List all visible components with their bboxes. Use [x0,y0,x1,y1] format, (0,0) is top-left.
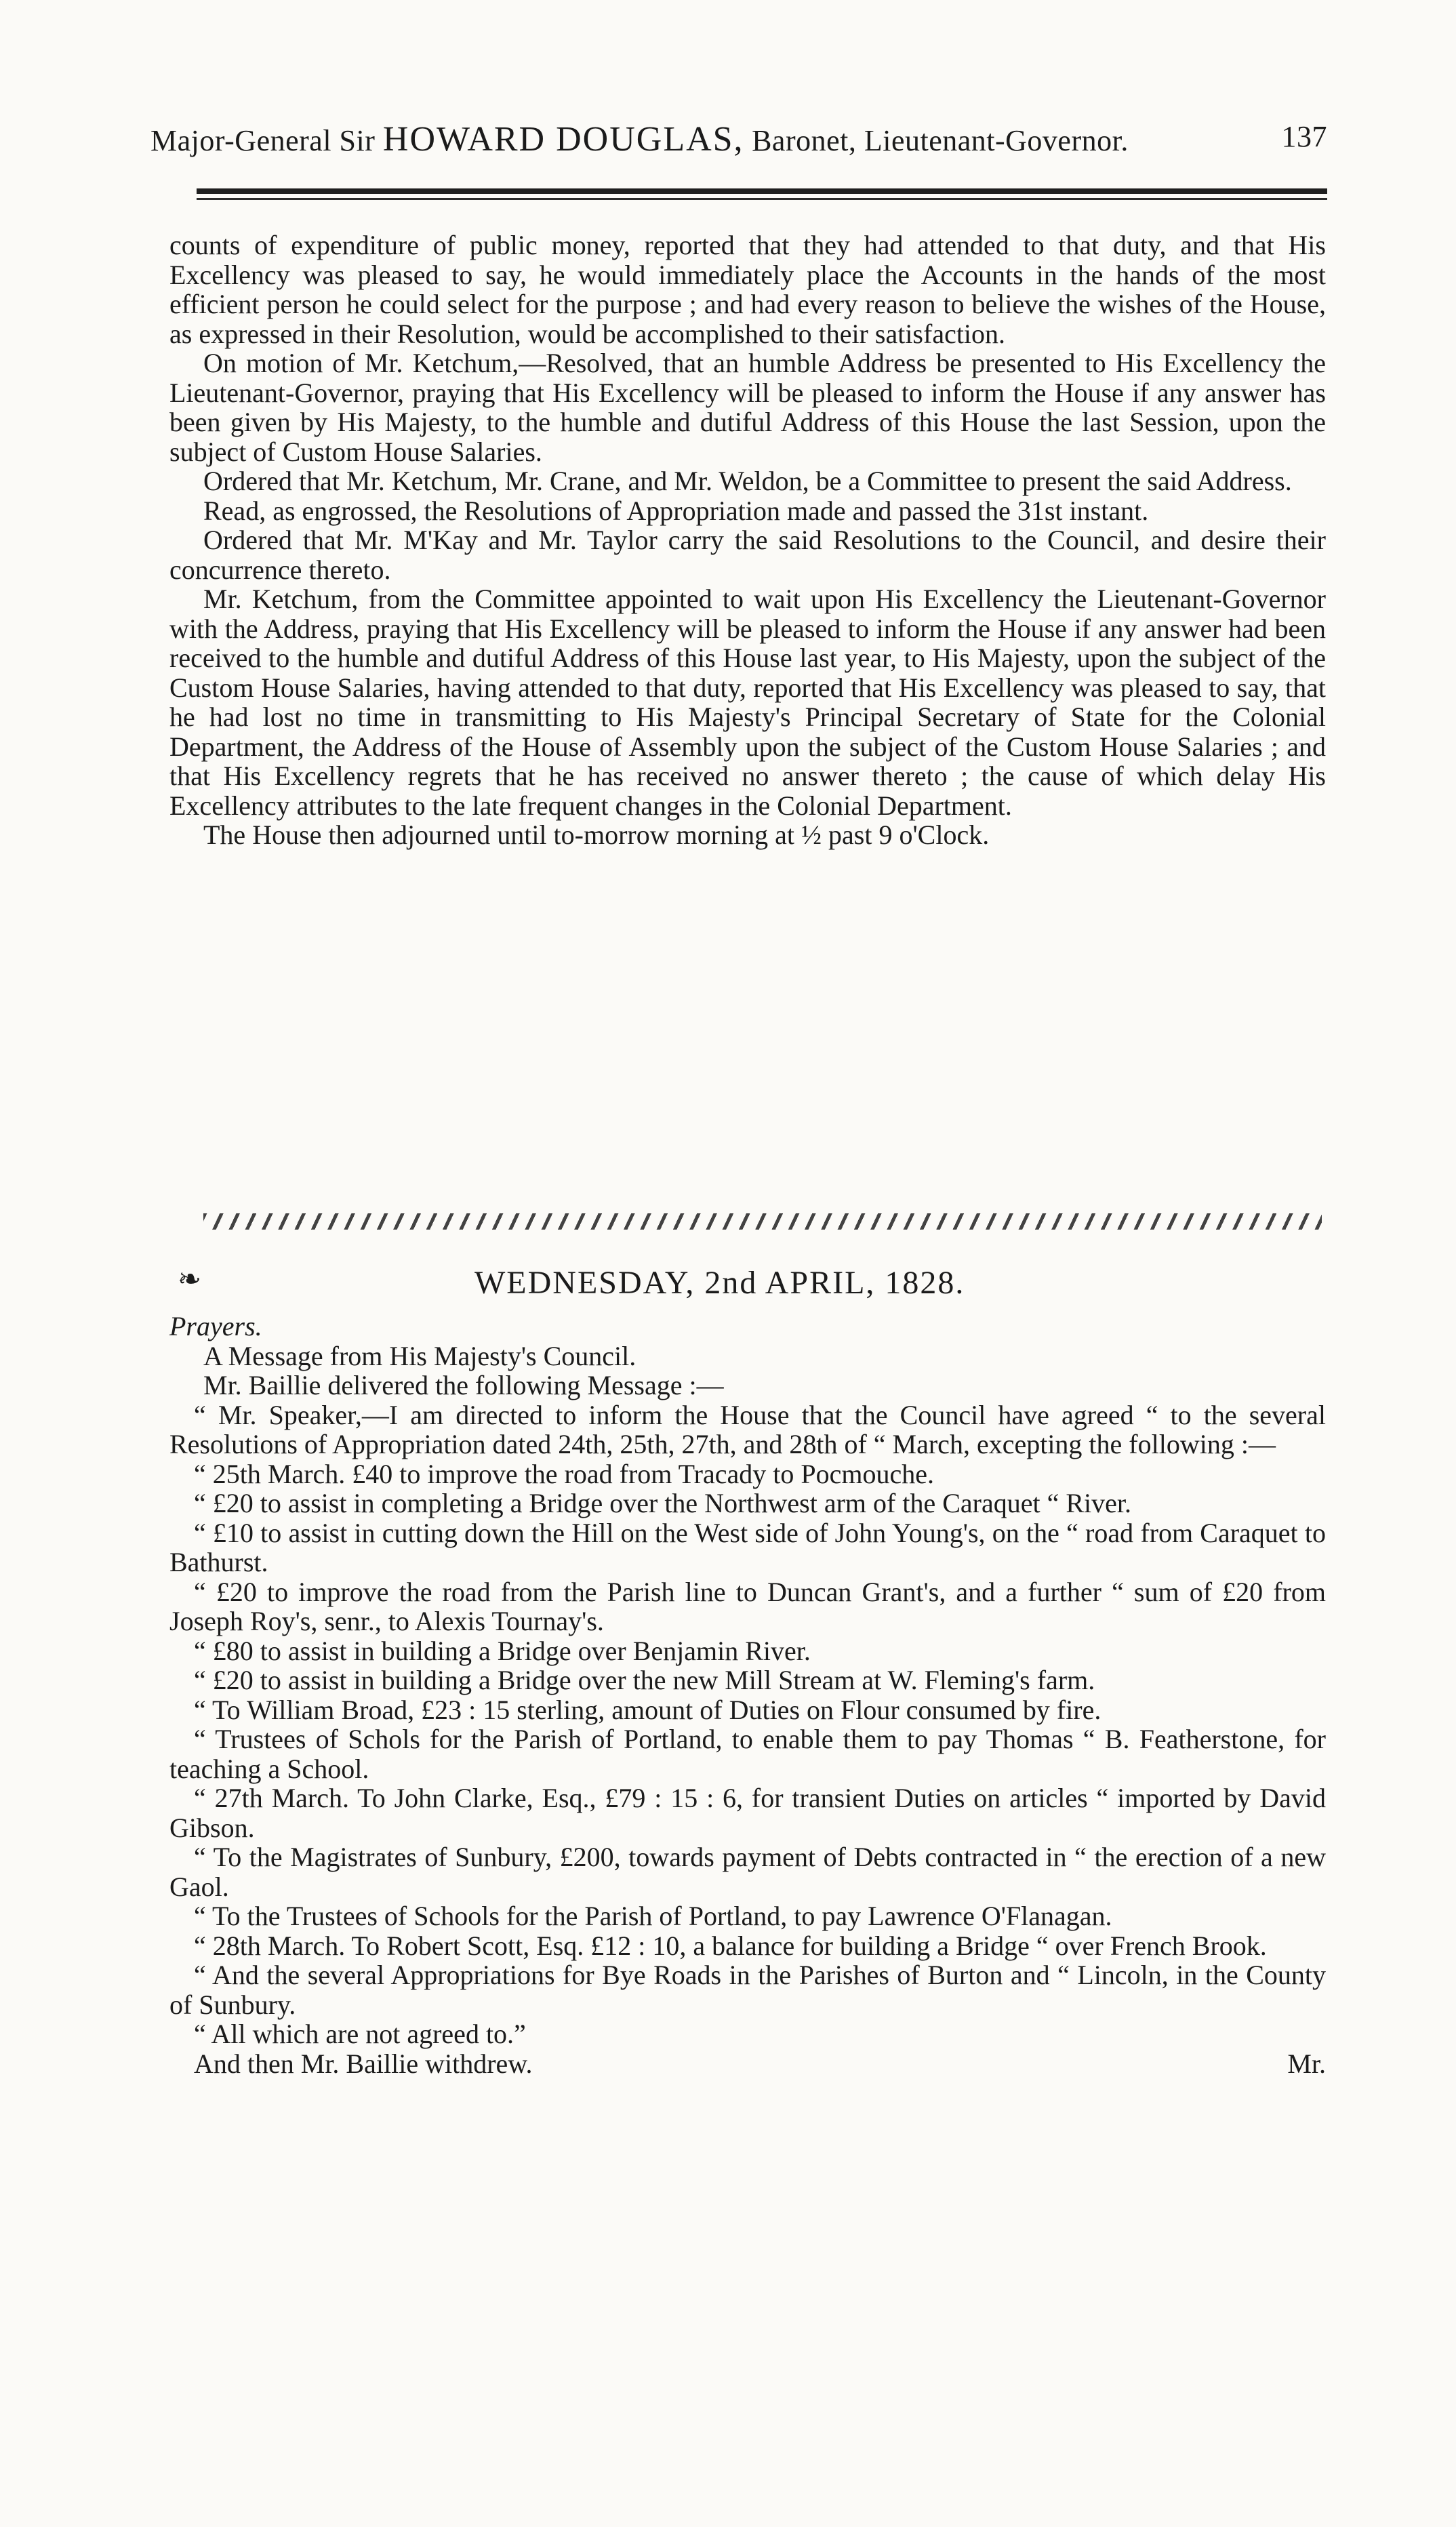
prayers-label: Prayers. [169,1311,262,1341]
ornament-icon: ❧ [178,1264,202,1295]
page-number: 137 [1281,120,1327,153]
message-line: “ Mr. Speaker,—I am directed to inform the House that the Council have agreed “ to the several Resolutions of Appropriation dated 24th, 25th, 27th, and 28th of “ March, excepting the following :— [169,1399,1326,1459]
proceedings-wednesday [169,1312,1326,2078]
running-head [150,119,1327,159]
message-line: “ All which are not agreed to.” [194,2019,526,2049]
message-line: “ 25th March. £40 to improve the road from Tracady to Pocmouche. [194,1458,934,1489]
closing-line [169,2049,1326,2079]
paragraph: counts of expenditure of public money, reported that they had attended to that duty, and that His Excellency was pleased to say, he would immediately place the Accounts in the hands of the most efficient person he could select for the purpose ; and had every reason to believe the wishes of the House, as expressed in their Resolution, would be accomplished to their satisfaction. [169,230,1326,349]
paragraph: Ordered that Mr. Ketchum, Mr. Crane, and Mr. Weldon, be a Committee to present the said Address. [203,466,1292,496]
header-rule-thin [197,198,1327,200]
paragraph: Ordered that Mr. M'Kay and Mr. Taylor carry the said Resolutions to the Council, and desire their concurrence thereto. [169,525,1326,585]
message-line: “ To the Trustees of Schools for the Parish of Portland, to pay Lawrence O'Flanagan. [194,1901,1112,1931]
wavy-divider [203,1213,1322,1230]
message-line: “ Trustees of Schols for the Parish of Portland, to enable them to pay Thomas “ B. Featherstone, for teaching a School. [169,1724,1326,1784]
message-line: “ To the Magistrates of Sunbury, £200, towards payment of Debts contracted in “ the erection of a new Gaol. [169,1842,1326,1902]
message-line: “ £20 to assist in completing a Bridge over the Northwest arm of the Caraquet “ River. [194,1488,1131,1518]
paragraph: Mr. Baillie delivered the following Message :— [203,1370,724,1400]
paragraph: Mr. Ketchum, from the Committee appointed to wait upon His Excellency the Lieutenant-Governor with the Address, praying that His Excellency will be pleased to inform the House if any answer had been received to the humble and dutiful Address of this House last year, to His Majesty, upon the subject of the Custom House Salaries, having attended to that duty, reported that His Excellency was pleased to say, that he had lost no time in transmitting to His Majesty's Principal Secretary of State for the Colonial Department, the Address of the House of Assembly upon the subject of the Custom House Salaries ; and that His Excellency regrets that he has received no answer thereto ; the cause of which delay His Excellency attributes to the late frequent changes in the Colonial Department. [169,584,1326,821]
header-prefix: Major-General Sir [150,124,376,157]
message-line: “ And the several Appropriations for Bye Roads in the Parishes of Burton and “ Lincoln, in the County of Sunbury. [169,1960,1326,2020]
header-suffix: Baronet, Lieutenant-Governor. [752,124,1129,157]
message-line: “ 28th March. To Robert Scott, Esq. £12 : 10, a balance for building a Bridge “ over French Brook. [194,1930,1267,1961]
date-heading: WEDNESDAY, 2nd APRIL, 1828. [474,1265,965,1301]
paragraph: On motion of Mr. Ketchum,—Resolved, that an humble Address be presented to His Excellency the Lieutenant-Governor, praying that His Excellency will be pleased to inform the House if any answer has been given by His Majesty, to the humble and dutiful Address of this House the last Session, upon the subject of Custom House Salaries. [169,348,1326,467]
paragraph: Read, as engrossed, the Resolutions of Appropriation made and passed the 31st instant. [203,495,1149,526]
message-line: “ 27th March. To John Clarke, Esq., £79 : 15 : 6, for transient Duties on articles “ imported by David Gibson. [169,1783,1326,1843]
message-line: “ £10 to assist in cutting down the Hill on the West side of John Young's, on the “ road from Caraquet to Bathurst. [169,1517,1326,1577]
message-line: “ £80 to assist in building a Bridge over Benjamin River. [194,1635,811,1666]
message-line: “ £20 to assist in building a Bridge over the new Mill Stream at W. Fleming's farm. [194,1665,1095,1695]
final-line: And then Mr. Baillie withdrew. [194,2048,533,2079]
paragraph: The House then adjourned until to-morrow morning at ½ past 9 o'Clock. [203,820,990,850]
header-rule-thick [197,188,1327,194]
proceedings-continued [169,230,1326,850]
paragraph: A Message from His Majesty's Council. [203,1340,636,1371]
message-line: “ £20 to improve the road from the Parish line to Duncan Grant's, and a further “ sum of £20 from Joseph Roy's, senr., to Alexis Tournay's. [169,1576,1326,1636]
catchword: Mr. [1287,2048,1326,2079]
message-line: “ To William Broad, £23 : 15 sterling, amount of Duties on Flour consumed by fire. [194,1694,1101,1725]
header-name: HOWARD DOUGLAS, [382,120,744,159]
